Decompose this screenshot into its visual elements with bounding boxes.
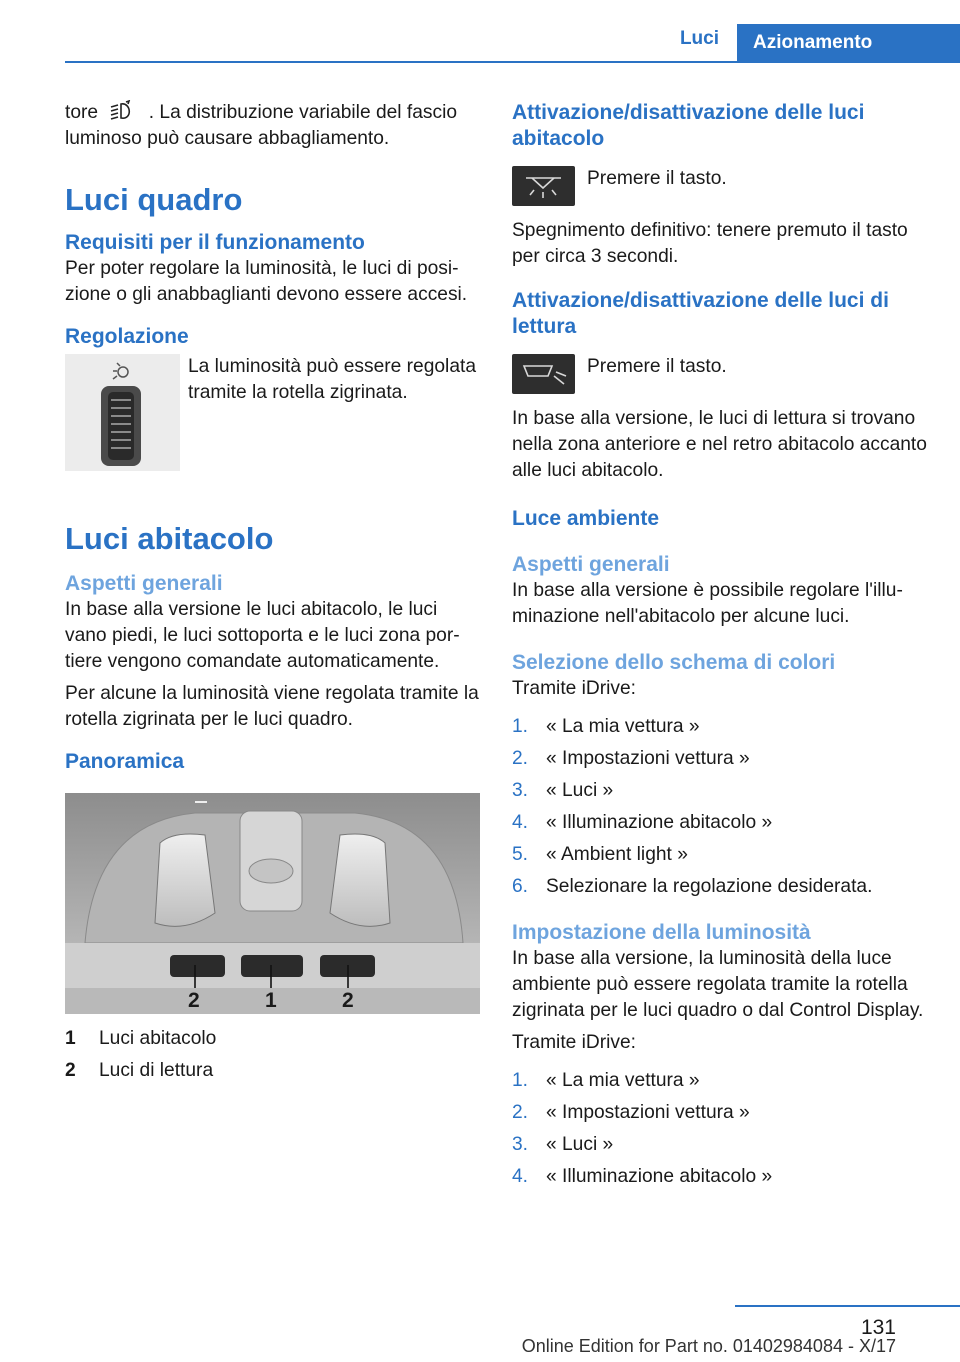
callout-2-left: 2: [188, 989, 200, 1012]
requisiti-heading: Requisiti per il funzionamento: [65, 231, 365, 254]
ambient-general-heading: Aspetti generali: [512, 553, 670, 576]
luci-abitacolo-heading: Luci abitacolo: [65, 521, 274, 556]
cabin-toggle-heading: Attivazione/disattivazione delle luci abitacolo: [512, 101, 865, 150]
regolazione-text: La luminosità può essere regolata tramite la rotella zigrinata.: [188, 356, 476, 403]
cabin-off-text: Spegnimento definitivo: tenere premuto il tasto per circa 3 secondi.: [512, 220, 908, 267]
list-item: 2. « Impostazioni vettura »: [512, 1102, 750, 1123]
list-item: 6. Selezionare la regolazione desiderata.: [512, 876, 873, 897]
aspetti-generali-heading: Aspetti generali: [65, 572, 223, 595]
aspetti-generali-text: In base alla versione le luci abitacolo, le luci vano piedi, le luci sottoporta e le luci zona portiere vengono comandate automaticamente.: [65, 599, 460, 672]
brightness-steps-list: [512, 1068, 932, 1196]
left-column: [65, 100, 480, 1090]
overhead-console-image: [65, 793, 480, 1014]
header-chapter-tab: Azionamento: [737, 24, 960, 62]
list-item: 4. « Illuminazione abitacolo »: [512, 812, 773, 833]
intro-suffix: . La distribuzione variabile del fascio luminoso può causare abbagliamento.: [65, 102, 458, 149]
reading-press-text: Premere il tasto.: [587, 356, 727, 377]
list-item: 1. « La mia vettura »: [512, 716, 700, 737]
legend-item: 1 Luci abitacolo: [65, 1028, 217, 1049]
brightness-via-text: Tramite iDrive:: [512, 1032, 637, 1053]
color-via-text: Tramite iDrive:: [512, 678, 637, 699]
cabin-light-button-icon: [512, 166, 575, 206]
color-scheme-heading: Selezione dello schema di colori: [512, 651, 836, 674]
intro-paragraph: [65, 100, 480, 152]
footer-rule: [735, 1305, 960, 1307]
ambient-general-text: In base alla versione è possibile regolare l'illuminazione nell'abitacolo per alcune luci.: [512, 580, 903, 627]
legend-list: [65, 1026, 480, 1090]
right-column: [512, 100, 932, 1196]
header-section-label: Luci: [679, 28, 719, 49]
panoramica-heading: Panoramica: [65, 750, 185, 773]
luci-quadro-heading: Luci quadro: [65, 182, 243, 217]
page-number: 131: [860, 1316, 896, 1339]
intro-prefix: tore: [65, 102, 99, 123]
list-item: 3. « Luci »: [512, 1134, 614, 1155]
cabin-press-text: Premere il tasto.: [587, 168, 727, 189]
legend-item: 2 Luci di lettura: [65, 1060, 214, 1081]
color-steps-list: [512, 714, 932, 906]
reading-text: In base alla versione, le luci di lettura si trovano nella zona anteriore e nel retro abitacolo accanto alle luci abitacolo.: [512, 408, 927, 481]
dimmer-wheel-image: [65, 354, 180, 471]
reading-toggle-heading: Attivazione/disattivazione delle luci di lettura: [512, 289, 889, 338]
brightness-heading: Impostazione della luminosità: [512, 921, 811, 944]
reading-light-button-icon: [512, 354, 575, 394]
ambient-heading: Luce ambiente: [512, 507, 660, 530]
regolazione-block: [65, 354, 480, 471]
callout-1: 1: [265, 989, 277, 1012]
footer-edition: Online Edition for Part no. 01402984084 - X/17: [521, 1336, 896, 1356]
headlight-beam-icon: [109, 100, 137, 122]
list-item: 1. « La mia vettura »: [512, 1070, 700, 1091]
callout-2-right: 2: [342, 989, 354, 1012]
brightness-text: In base alla versione, la luminosità della luce ambiente può essere regolata tramite la rotella zigrinata per le luci quadro o dal Control Display.: [512, 948, 924, 1021]
list-item: 4. « Illuminazione abitacolo »: [512, 1166, 773, 1187]
regolazione-heading: Regolazione: [65, 325, 189, 348]
list-item: 5. « Ambient light »: [512, 844, 688, 865]
list-item: 3. « Luci »: [512, 780, 614, 801]
list-item: 2. « Impostazioni vettura »: [512, 748, 750, 769]
luminosita-text: Per alcune la luminosità viene regolata tramite la rotella zigrinata per le luci quadro.: [65, 683, 479, 730]
requisiti-text: Per poter regolare la luminosità, le luci di posizione o gli anabbaglianti devono essere accesi.: [65, 258, 468, 305]
